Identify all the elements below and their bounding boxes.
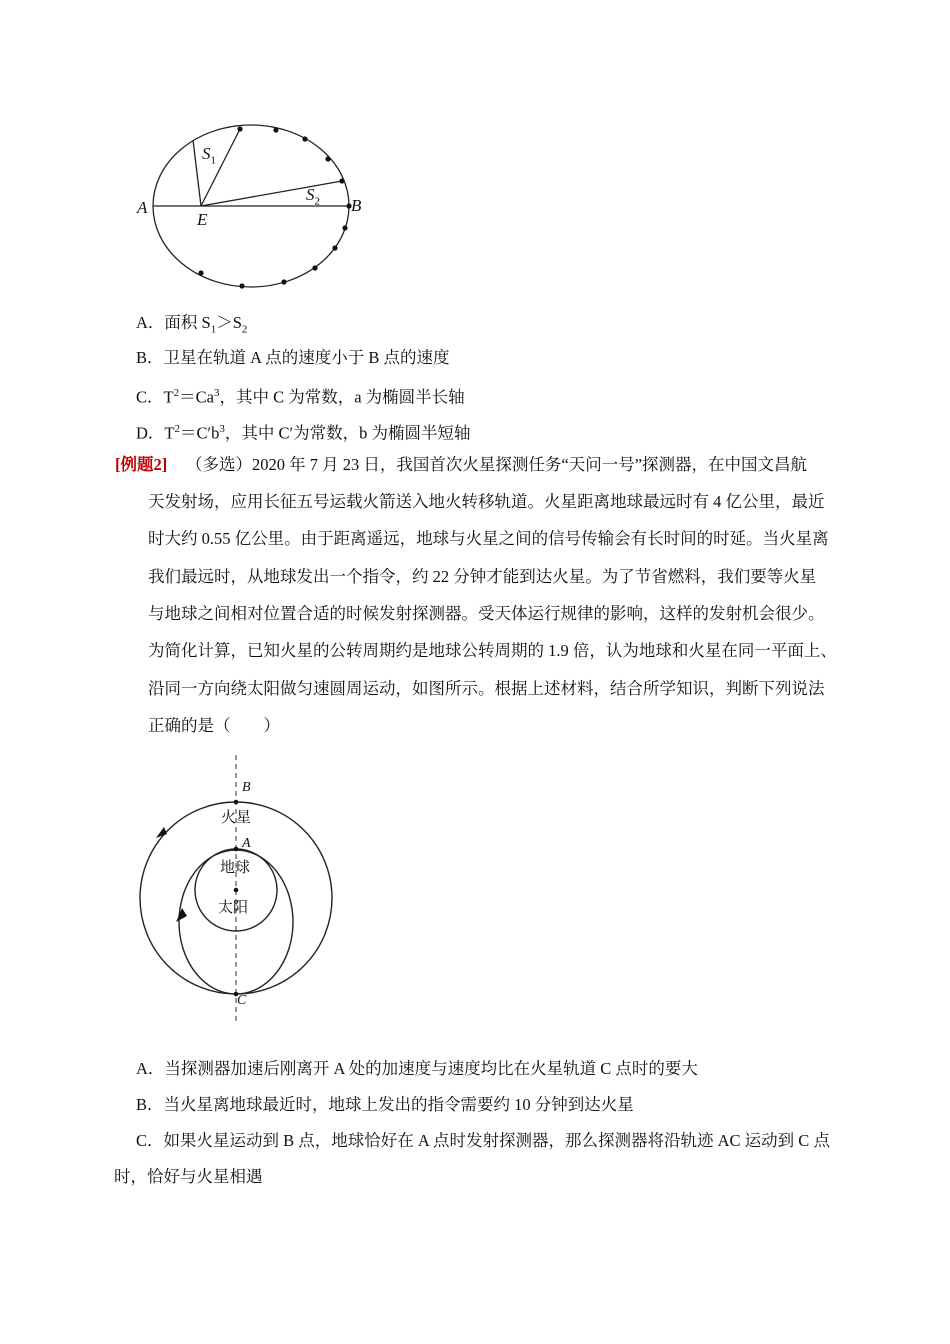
ellipse-orbit-figure [130,118,380,298]
example-text-line: 时大约 0.55 亿公里。由于距离遥远，地球与火星之间的信号传输会有长时间的时延。当火星离 [148,529,829,548]
q1-option-b: B．卫星在轨道 A 点的速度小于 B 点的速度 [136,348,450,367]
transfer-orbit-arrow-icon [176,908,187,922]
label-s1: $S_1$ [202,144,216,167]
example-text-line: 与地球之间相对位置合适的时候发射探测器。受天体运行规律的影响，这样的发射机会很少。 [148,604,825,623]
q1-option-c: C．$T^2=Ca^3$，其中 C 为常数，a 为椭圆半长轴 [136,387,465,407]
orbit-dot [302,136,307,141]
q2-option-b: B．当火星离地球最近时，地球上发出的指令需要约 10 分钟到达火星 [136,1095,634,1114]
orbit-dot [332,245,337,250]
orbit-dot [325,156,330,161]
example-text-line: 我们最远时，从地球发出一个指令，约 22 分钟才能到达火星。为了节省燃料，我们要等火星 [148,567,817,586]
label-point-b: B [351,196,362,215]
q2-option-c-line1: C．如果火星运动到 B 点，地球恰好在 A 点时发射探测器，那么探测器将沿轨迹 AC 运动到 C 点 [136,1131,830,1150]
label-earth: 地球 [220,858,251,876]
label-s2: $S_2$ [306,185,320,208]
orbit-dot [198,270,203,275]
label-mars: 火星 [221,808,252,826]
orbit-dot [281,279,286,284]
orbit-dot [273,127,278,132]
orbit-dot [339,178,344,183]
example-tag: [例题2] [115,455,168,474]
label-fig2-a: A [242,836,251,851]
q1-option-d: D．$T^2=C'b^3$，其中 C′为常数，b 为椭圆半短轴 [136,423,471,443]
orbit-dot [342,225,347,230]
mars-orbit-arrow-icon [156,827,167,838]
label-sun: 太阳 [218,898,249,916]
point-b-dot [234,800,239,805]
q2-option-c-line2: 时，恰好与火星相遇 [114,1167,263,1186]
label-fig2-c: C [237,993,247,1008]
example-text-line: 为简化计算，已知火星的公转周期约是地球公转周期的 1.9 倍，认为地球和火星在同一平面上、 [148,641,837,660]
transfer-orbit-figure [130,750,340,1030]
q2-option-a: A．当探测器加速后刚离开 A 处的加速度与速度均比在火星轨道 C 点时的要大 [136,1059,698,1078]
label-fig2-b: B [242,780,251,795]
label-point-e: E [197,210,208,229]
sun-dot [234,888,239,893]
q1-option-a: A．面积 $S_1>S_2$ [136,313,248,336]
orbit-position-dots [198,126,351,288]
label-point-a: A [137,198,148,217]
point-a-dot [234,847,239,852]
example-text-line: （多选）2020 年 7 月 23 日，我国首次火星探测任务“天问一号”探测器，在中国文昌航 [186,455,808,474]
example-text-line: 沿同一方向绕太阳做匀速圆周运动，如图所示。根据上述材料，结合所学知识，判断下列说法 [148,679,825,698]
orbit-dot [237,126,242,131]
example-text-line: 正确的是（ ） [148,716,280,735]
s1-radius-1 [193,140,201,206]
orbit-dot [312,265,317,270]
s1-radius-2 [201,129,240,206]
orbit-dot [239,283,244,288]
example-text-line: 天发射场，应用长征五号运载火箭送入地火转移轨道。火星距离地球最远时有 4 亿公里，最近 [148,492,825,511]
s2-radius [201,181,342,206]
